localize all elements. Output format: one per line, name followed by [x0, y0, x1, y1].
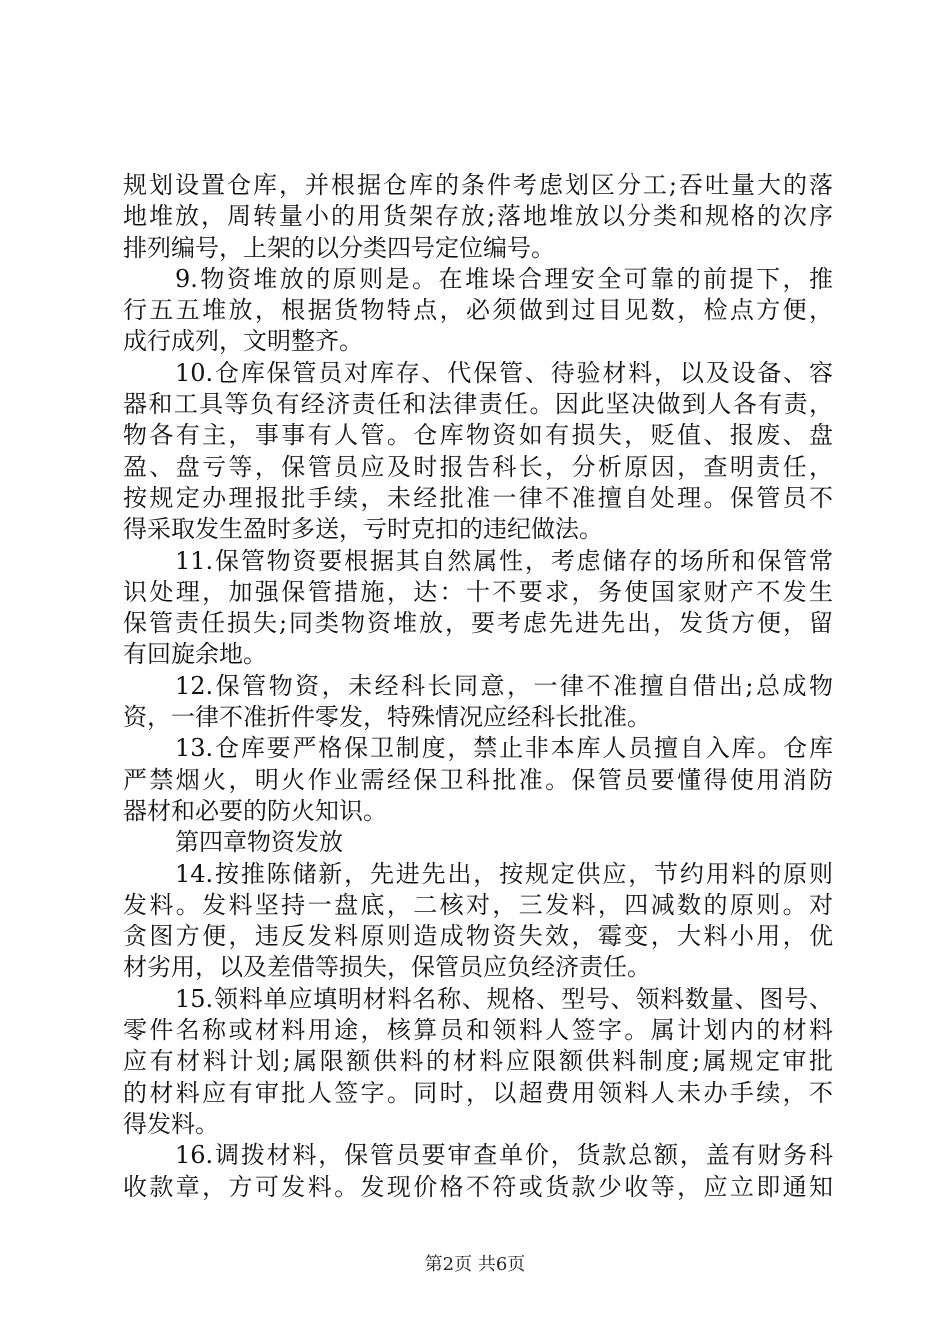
paragraph-15-first-line: 15.领料单应填明材料名称、规格、型号、领料数量、图号、 — [175, 984, 833, 1013]
text-line: 严禁烟火，明火作业需经保卫科批准。保管员要懂得使用消防 — [123, 765, 833, 794]
text-line: 识处理，加强保管措施，达：十不要求，务使国家财产不发生 — [123, 577, 833, 606]
body-text — [123, 170, 833, 1203]
text-line: 物各有主，事事有人管。仓库物资如有损失，贬值、报废、盘 — [123, 421, 833, 450]
text-line: 器和工具等负有经济责任和法律责任。因此坚决做到人各有责， — [123, 390, 833, 419]
text-line: 排列编号，上架的以分类四号定位编号。 — [123, 233, 555, 262]
text-line: 的材料应有审批人签字。同时，以超费用领料人未办手续，不 — [123, 1078, 833, 1107]
text-line: 贪图方便，违反发料原则造成物资失效，霉变，大料小用，优 — [123, 922, 833, 951]
text-line: 规划设置仓库，并根据仓库的条件考虑划区分工;吞吐量大的落 — [123, 171, 833, 199]
text-line: 发料。发料坚持一盘底，二核对，三发料，四减数的原则。对 — [123, 890, 833, 919]
text-line: 得发料。 — [123, 1109, 219, 1138]
text-line: 应有材料计划;属限额供料的材料应限额供料制度;属规定审批 — [123, 1047, 833, 1076]
text-line: 器材和必要的防火知识。 — [123, 796, 387, 825]
text-line: 得采取发生盈时多送，亏时克扣的违纪做法。 — [123, 515, 603, 544]
paragraph-11-first-line: 11.保管物资要根据其自然属性，考虑储存的场所和保管常 — [175, 546, 833, 575]
paragraph-16-first-line: 16.调拨材料，保管员要审查单价，货款总额，盖有财务科 — [175, 1141, 833, 1170]
paragraph-12-first-line: 12.保管物资，未经科长同意，一律不准擅自借出;总成物 — [175, 671, 833, 700]
text-line: 盈、盘亏等，保管员应及时报告科长，分析原因，查明责任， — [123, 452, 833, 481]
text-line: 有回旋余地。 — [123, 640, 267, 669]
text-line: 材劣用，以及差借等损失，保管员应负经济责任。 — [123, 953, 651, 982]
text-line: 地堆放，周转量小的用货架存放;落地堆放以分类和规格的次序 — [123, 202, 833, 231]
text-line: 保管责任损失;同类物资堆放，要考虑先进先出，发货方便，留 — [123, 609, 833, 638]
text-line: 收款章，方可发料。发现价格不符或货款少收等，应立即通知 — [123, 1172, 833, 1201]
text-line: 资，一律不准折件零发，特殊情况应经科长批准。 — [123, 703, 651, 732]
text-line: 行五五堆放，根据货物特点，必须做到过目见数，检点方便， — [123, 296, 833, 325]
text-line: 按规定办理报批手续，未经批准一律不准擅自处理。保管员不 — [123, 483, 833, 512]
page-number-footer: 第2页 共6页 — [424, 1254, 526, 1275]
paragraph-13-first-line: 13.仓库要严格保卫制度，禁止非本库人员擅自入库。仓库 — [175, 734, 833, 763]
paragraph-10-first-line: 10.仓库保管员对库存、代保管、待验材料，以及设备、容 — [175, 358, 833, 387]
text-line: 成行成列，文明整齐。 — [123, 327, 363, 356]
paragraph-14-first-line: 14.按推陈储新，先进先出，按规定供应，节约用料的原则 — [175, 859, 833, 888]
chapter-heading: 第四章物资发放 — [175, 828, 343, 857]
paragraph-9-first-line: 9.物资堆放的原则是。在堆垛合理安全可靠的前提下，推 — [175, 264, 833, 293]
text-line: 零件名称或材料用途，核算员和领料人签字。属计划内的材料 — [123, 1016, 833, 1045]
